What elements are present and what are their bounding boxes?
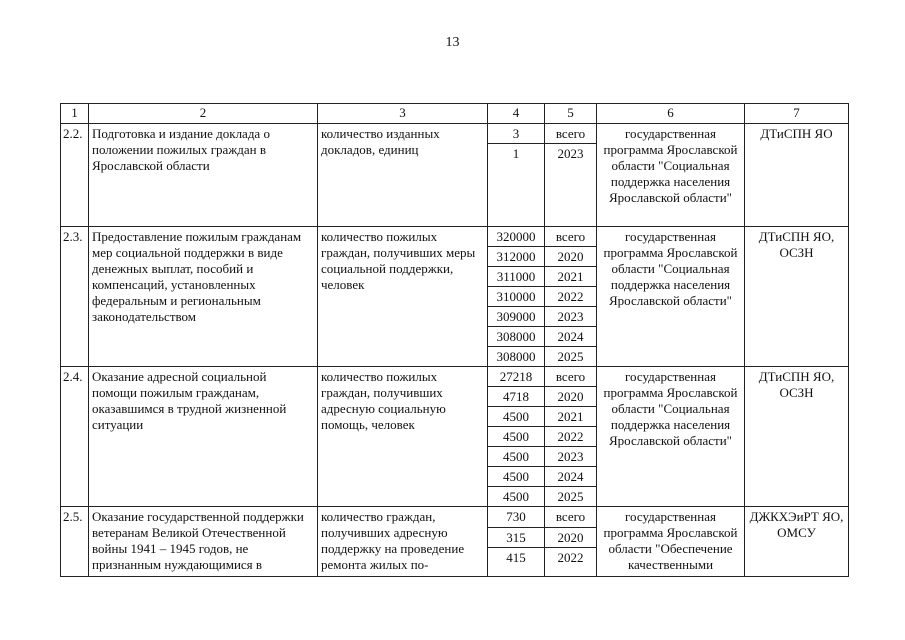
- value-cell: 3: [488, 124, 545, 144]
- program-text: государственная программа Ярославской области "Обеспечение качественными: [603, 509, 738, 572]
- value-cell: 1: [488, 144, 545, 227]
- measure-text: Оказание государственной поддержки ветеранам Великой Отечественной войны 1941 – 1945 годов, не признанным нуждающимися в: [92, 509, 304, 572]
- value-cell: 308000: [488, 347, 545, 367]
- year-cell: 2020: [545, 527, 597, 548]
- year-cell: всего: [545, 507, 597, 528]
- executor-text: ДЖКХЭиРТ ЯО, ОМСУ: [745, 507, 849, 577]
- indicator-text: количество граждан, получивших адресную поддержку на проведение ремонта жилых по-: [321, 509, 465, 572]
- year-cell: 2021: [545, 267, 597, 287]
- indicator-text: количество пожилых граждан, получивших меры социальной поддержки, человек: [318, 227, 488, 367]
- executor-text: ДТиСПН ЯО: [745, 124, 849, 227]
- program-text: государственная программа Ярославской области "Социальная поддержка населения Ярославской области": [597, 227, 745, 367]
- value-cell: 4500: [488, 467, 545, 487]
- value-cell: 730: [488, 507, 545, 528]
- measure-cell: [89, 507, 318, 577]
- indicator-text: количество изданных докладов, единиц: [318, 124, 488, 227]
- value-cell: 310000: [488, 287, 545, 307]
- value-cell: 4500: [488, 427, 545, 447]
- value-cell: 4500: [488, 447, 545, 467]
- column-header: 1: [61, 104, 89, 124]
- column-header: 4: [488, 104, 545, 124]
- value-cell: 415: [488, 548, 545, 577]
- year-cell: 2024: [545, 467, 597, 487]
- column-header: 5: [545, 104, 597, 124]
- year-cell: 2022: [545, 548, 597, 577]
- table-row: [61, 367, 849, 387]
- table-row: [61, 227, 849, 247]
- program-text: государственная программа Ярославской области "Социальная поддержка населения Ярославской области": [597, 124, 745, 227]
- value-cell: 320000: [488, 227, 545, 247]
- year-cell: 2021: [545, 407, 597, 427]
- column-header: 2: [89, 104, 318, 124]
- year-cell: 2024: [545, 327, 597, 347]
- column-header: 6: [597, 104, 745, 124]
- measure-text: Подготовка и издание доклада о положении пожилых граждан в Ярославской области: [89, 124, 318, 227]
- page-number: 13: [445, 35, 460, 50]
- year-cell: всего: [545, 227, 597, 247]
- executor-text: ДТиСПН ЯО, ОСЗН: [745, 367, 849, 507]
- value-cell: 312000: [488, 247, 545, 267]
- measure-text: Предоставление пожилым гражданам мер социальной поддержки в виде денежных выплат, пособий и компенсаций, установленных федеральным и региональным законодательством: [89, 227, 318, 367]
- year-cell: 2023: [545, 447, 597, 467]
- year-cell: всего: [545, 367, 597, 387]
- year-cell: 2020: [545, 247, 597, 267]
- year-cell: 2022: [545, 287, 597, 307]
- measure-text: Оказание адресной социальной помощи пожилым гражданам, оказавшимся в трудной жизненной ситуации: [89, 367, 318, 507]
- value-cell: 315: [488, 527, 545, 548]
- table-row: [61, 507, 849, 528]
- value-cell: 4718: [488, 387, 545, 407]
- value-cell: 309000: [488, 307, 545, 327]
- value-cell: 308000: [488, 327, 545, 347]
- table-row: [61, 124, 849, 144]
- value-cell: 311000: [488, 267, 545, 287]
- column-header: 3: [318, 104, 488, 124]
- year-cell: 2025: [545, 487, 597, 507]
- indicator-cell: [318, 507, 488, 577]
- executor-text: ДТиСПН ЯО, ОСЗН: [745, 227, 849, 367]
- year-cell: 2025: [545, 347, 597, 367]
- indicator-text: количество пожилых граждан, получивших адресную социальную помощь, человек: [318, 367, 488, 507]
- value-cell: 27218: [488, 367, 545, 387]
- header-row: [61, 104, 849, 124]
- row-number: 2.2.: [61, 124, 89, 227]
- year-cell: 2020: [545, 387, 597, 407]
- row-number: 2.4.: [61, 367, 89, 507]
- year-cell: 2023: [545, 144, 597, 227]
- program-text: государственная программа Ярославской области "Социальная поддержка населения Ярославской области": [597, 367, 745, 507]
- column-header: 7: [745, 104, 849, 124]
- program-cell: [597, 507, 745, 577]
- year-cell: 2022: [545, 427, 597, 447]
- value-cell: 4500: [488, 407, 545, 427]
- value-cell: 4500: [488, 487, 545, 507]
- measures-table: [60, 103, 849, 577]
- year-cell: 2023: [545, 307, 597, 327]
- year-cell: всего: [545, 124, 597, 144]
- row-number: 2.3.: [61, 227, 89, 367]
- row-number: 2.5.: [61, 507, 89, 577]
